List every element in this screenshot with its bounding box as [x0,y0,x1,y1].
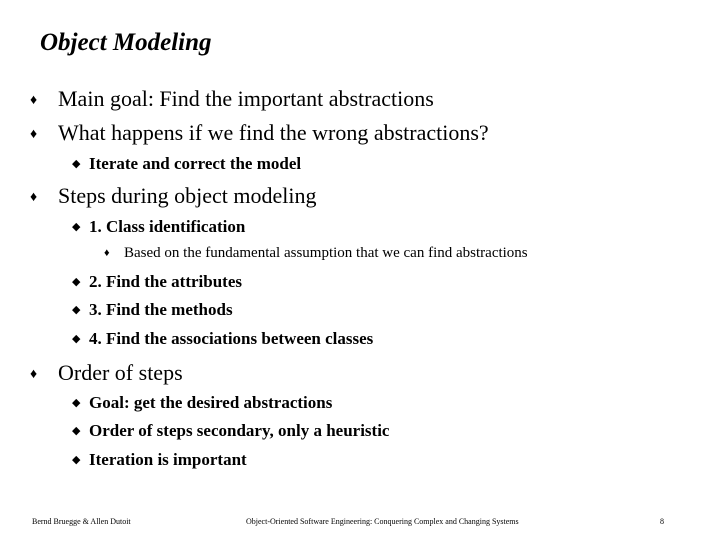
subbullet-text: Order of steps secondary, only a heuristic [89,421,390,440]
filled-diamond-bullet-icon: ◆ [72,276,81,288]
diamond-bullet-icon: ♦ [30,127,38,142]
subbullet-text: 1. Class identification [89,217,246,236]
subbullet-text: Goal: get the desired abstractions [89,393,333,412]
bullet-main-goal [30,86,434,112]
footer-authors: Bernd Bruegge & Allen Dutoit [32,517,131,526]
bullet-order-of-steps [30,360,183,386]
subsubbullet-text: Based on the fundamental assumption that we can find abstractions [124,245,528,261]
footer-page-number: 8 [660,517,664,526]
bullet-text: What happens if we find the wrong abstractions? [58,120,489,145]
bullet-steps [30,183,316,209]
diamond-bullet-icon: ♦ [30,93,38,108]
subbullet-heuristic [72,421,389,441]
filled-diamond-bullet-icon: ◆ [72,158,81,170]
subbullet-class-identification [72,217,245,237]
subbullet-text: 2. Find the attributes [89,272,242,291]
filled-diamond-bullet-icon: ◆ [72,397,81,409]
slide-title: Object Modeling [40,29,212,56]
filled-diamond-bullet-icon: ◆ [72,425,81,437]
subsubbullet-assumption [104,245,528,262]
subbullet-attributes [72,272,242,292]
footer-book-title: Object-Oriented Software Engineering: Conquering Complex and Changing Systems [246,517,519,526]
subbullet-goal [72,393,332,413]
diamond-bullet-icon: ♦ [30,190,38,205]
diamond-bullet-icon: ♦ [30,367,38,382]
diamond-bullet-icon: ♦ [104,247,110,259]
bullet-text: Steps during object modeling [58,183,317,208]
bullet-wrong-abstractions [30,120,489,146]
filled-diamond-bullet-icon: ◆ [72,304,81,316]
subbullet-iteration [72,450,247,470]
subbullet-text: 4. Find the associations between classes [89,329,374,348]
subbullet-iterate [72,154,301,174]
subbullet-methods [72,300,233,320]
filled-diamond-bullet-icon: ◆ [72,454,81,466]
filled-diamond-bullet-icon: ◆ [72,333,81,345]
bullet-text: Main goal: Find the important abstractions [58,86,434,111]
subbullet-text: Iterate and correct the model [89,154,302,173]
subbullet-associations [72,329,373,349]
bullet-text: Order of steps [58,360,183,385]
filled-diamond-bullet-icon: ◆ [72,221,81,233]
subbullet-text: 3. Find the methods [89,300,233,319]
subbullet-text: Iteration is important [89,450,247,469]
